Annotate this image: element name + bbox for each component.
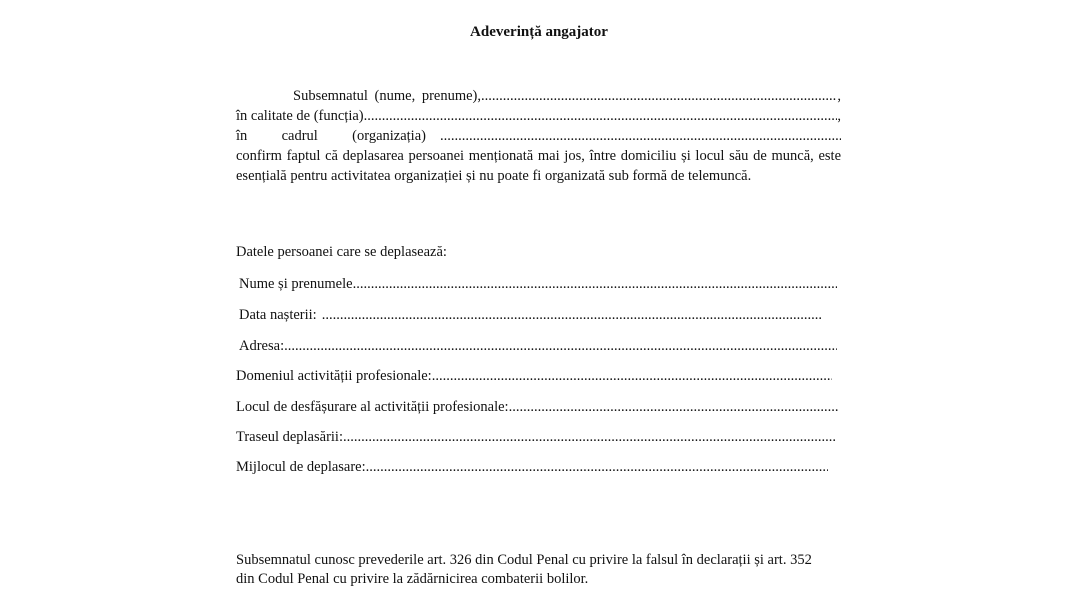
field-domain-label: Domeniul activității profesionale: [236, 368, 432, 384]
person-data-heading: Datele persoanei care se deplasează: [236, 244, 447, 260]
intro-block [236, 86, 841, 186]
field-transport-label: Mijlocul de deplasare: [236, 459, 366, 475]
confirmation-paragraph: confirm faptul că deplasarea persoanei menționată mai jos, între domiciliu și locul său de muncă, este esențială pentru activitatea organizației și nu poate fi organizată sub formă de telemuncă. [236, 148, 841, 184]
field-address [236, 338, 837, 358]
field-workplace-label: Locul de desfășurare al activității profesionale: [236, 399, 509, 415]
field-workplace-blank [509, 399, 838, 416]
legal-notice: Subsemnatul cunosc prevederile art. 326 din Codul Penal cu privire la falsul în declarații și art. 352 din Codul Penal cu privire la zădărnicirea combaterii bolilor. [236, 552, 812, 587]
field-name [236, 276, 837, 296]
declarant-name-line [236, 86, 841, 106]
field-birth-date [236, 307, 821, 327]
field-route [236, 429, 836, 449]
field-route-blank [343, 429, 836, 446]
declarant-organization-line [236, 126, 841, 146]
field-domain [236, 368, 832, 388]
declarant-organization-label [236, 126, 426, 146]
field-transport [236, 459, 828, 479]
declarant-function-blank [364, 106, 838, 126]
declarant-function-line [236, 106, 841, 126]
declarant-organization-blank [426, 126, 841, 146]
organization-word-2: cadrul [281, 128, 318, 144]
field-birth-date-label: Data nașterii: [239, 307, 317, 323]
declarant-name-label: Subsemnatul (nume, prenume), [293, 88, 482, 104]
declarant-name-comma: , [837, 88, 841, 104]
field-transport-blank [366, 459, 828, 476]
field-workplace [236, 399, 838, 419]
field-address-blank [284, 338, 837, 355]
organization-word-3: (organizația) [352, 128, 426, 144]
field-domain-blank [432, 368, 832, 385]
organization-word-1: în [236, 128, 248, 144]
field-birth-date-blank [317, 307, 821, 324]
declarant-function-label: în calitate de (funcția) [236, 108, 364, 124]
document-title: Adeverință angajator [470, 24, 608, 40]
field-name-blank [353, 276, 837, 293]
field-address-label: Adresa: [239, 338, 285, 354]
field-name-label: Nume și prenumele [239, 276, 353, 292]
declarant-name-blank [481, 86, 837, 106]
declarant-function-comma: , [837, 108, 841, 124]
field-route-label: Traseul deplasării: [236, 429, 343, 445]
